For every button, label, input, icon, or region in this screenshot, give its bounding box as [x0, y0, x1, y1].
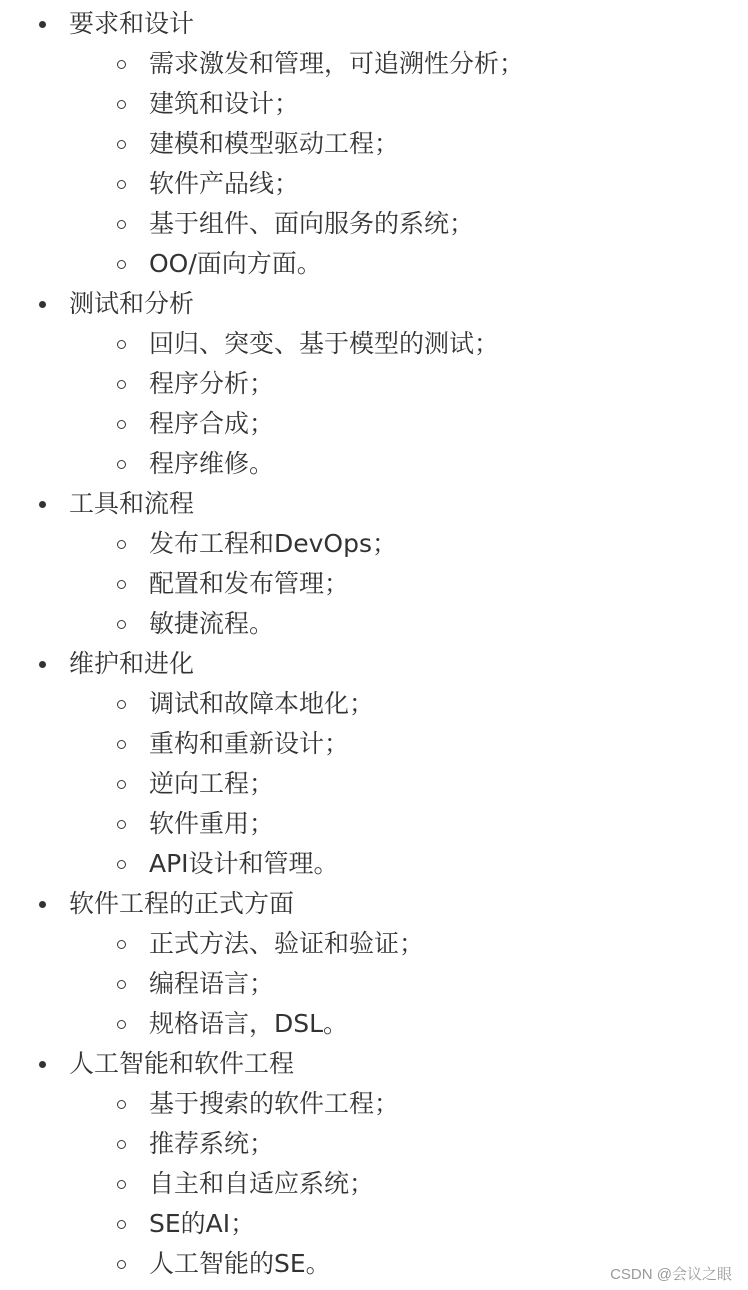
topic-row [0, 644, 748, 684]
bullet-circle-icon [117, 100, 126, 109]
bullet-circle-icon [117, 260, 126, 269]
subtopic-item [0, 1004, 748, 1044]
subtopic-text: 程序维修。 [149, 449, 275, 478]
bullet-circle-icon [117, 1220, 126, 1229]
subtopic-list [0, 324, 748, 484]
subtopic-text: 规格语言，DSL。 [149, 1009, 349, 1038]
subtopic-text: 推荐系统； [149, 1129, 275, 1158]
bullet-circle-icon [117, 860, 126, 869]
subtopic-item [0, 44, 748, 84]
topic-heading: 软件工程的正式方面 [69, 889, 295, 918]
subtopic-text: 编程语言； [149, 969, 275, 998]
bullet-circle-icon [117, 1260, 126, 1269]
subtopic-text: 调试和故障本地化； [149, 689, 375, 718]
topic-row [0, 484, 748, 524]
subtopic-text: 配置和发布管理； [149, 569, 350, 598]
document-body [0, 4, 748, 1284]
bullet-circle-icon [117, 620, 126, 629]
subtopic-list [0, 1084, 748, 1284]
subtopic-text: 逆向工程； [149, 769, 275, 798]
bullet-circle-icon [117, 740, 126, 749]
watermark: CSDN @会议之眼 [610, 1266, 732, 1283]
subtopic-text: 需求激发和管理，可追溯性分析； [149, 49, 525, 78]
subtopic-item [0, 764, 748, 804]
bullet-circle-icon [117, 1180, 126, 1189]
subtopic-list [0, 524, 748, 644]
bullet-circle-icon [117, 940, 126, 949]
topic-item [0, 644, 748, 884]
subtopic-item [0, 844, 748, 884]
subtopic-text: 回归、突变、基于模型的测试； [149, 329, 500, 358]
subtopic-item [0, 364, 748, 404]
topic-item [0, 4, 748, 284]
subtopic-text: SE的AI； [149, 1209, 256, 1238]
subtopic-list [0, 44, 748, 284]
subtopic-item [0, 964, 748, 1004]
subtopic-item [0, 564, 748, 604]
subtopic-text: 发布工程和DevOps； [149, 529, 397, 558]
subtopic-text: 程序分析； [149, 369, 275, 398]
subtopic-item [0, 324, 748, 364]
topic-row [0, 284, 748, 324]
topic-row [0, 1044, 748, 1084]
topic-heading: 工具和流程 [69, 489, 195, 518]
bullet-circle-icon [117, 700, 126, 709]
subtopic-item [0, 1204, 748, 1244]
bullet-circle-icon [117, 340, 126, 349]
bullet-circle-icon [117, 780, 126, 789]
topic-outline [0, 4, 748, 1284]
bullet-circle-icon [117, 540, 126, 549]
topic-heading: 要求和设计 [69, 9, 195, 38]
subtopic-text: 重构和重新设计； [149, 729, 350, 758]
subtopic-text: 人工智能的SE。 [149, 1249, 331, 1278]
bullet-disc-icon [39, 661, 46, 668]
subtopic-text: 基于组件、面向服务的系统； [149, 209, 475, 238]
topic-heading: 测试和分析 [69, 289, 195, 318]
subtopic-item [0, 84, 748, 124]
subtopic-text: OO/面向方面。 [149, 249, 322, 278]
subtopic-text: 软件产品线； [149, 169, 300, 198]
bullet-circle-icon [117, 140, 126, 149]
subtopic-item [0, 924, 748, 964]
topic-row [0, 884, 748, 924]
subtopic-text: 软件重用； [149, 809, 275, 838]
subtopic-item [0, 124, 748, 164]
bullet-disc-icon [39, 301, 46, 308]
subtopic-text: 建模和模型驱动工程； [149, 129, 400, 158]
topic-row [0, 4, 748, 44]
bullet-circle-icon [117, 60, 126, 69]
topic-item [0, 884, 748, 1044]
subtopic-item [0, 1164, 748, 1204]
bullet-disc-icon [39, 1061, 46, 1068]
topic-item [0, 1044, 748, 1284]
subtopic-item [0, 404, 748, 444]
subtopic-item [0, 1084, 748, 1124]
subtopic-item [0, 604, 748, 644]
subtopic-text: 自主和自适应系统； [149, 1169, 375, 1198]
bullet-circle-icon [117, 220, 126, 229]
subtopic-list [0, 684, 748, 884]
subtopic-text: 基于搜索的软件工程； [149, 1089, 400, 1118]
bullet-circle-icon [117, 380, 126, 389]
subtopic-item [0, 524, 748, 564]
bullet-circle-icon [117, 180, 126, 189]
bullet-disc-icon [39, 501, 46, 508]
bullet-circle-icon [117, 980, 126, 989]
bullet-disc-icon [39, 21, 46, 28]
topic-item [0, 484, 748, 644]
subtopic-item [0, 1124, 748, 1164]
bullet-circle-icon [117, 420, 126, 429]
bullet-circle-icon [117, 1020, 126, 1029]
bullet-disc-icon [39, 901, 46, 908]
bullet-circle-icon [117, 820, 126, 829]
subtopic-text: 敏捷流程。 [149, 609, 275, 638]
subtopic-item [0, 164, 748, 204]
bullet-circle-icon [117, 460, 126, 469]
subtopic-text: 建筑和设计； [149, 89, 300, 118]
topic-item [0, 284, 748, 484]
subtopic-list [0, 924, 748, 1044]
topic-heading: 维护和进化 [69, 649, 195, 678]
bullet-circle-icon [117, 1100, 126, 1109]
bullet-circle-icon [117, 580, 126, 589]
subtopic-item [0, 684, 748, 724]
subtopic-item [0, 724, 748, 764]
subtopic-text: API设计和管理。 [149, 849, 339, 878]
subtopic-item [0, 244, 748, 284]
subtopic-item [0, 204, 748, 244]
subtopic-text: 正式方法、验证和验证； [149, 929, 425, 958]
subtopic-text: 程序合成； [149, 409, 275, 438]
topic-heading: 人工智能和软件工程 [69, 1049, 295, 1078]
subtopic-item [0, 444, 748, 484]
subtopic-item [0, 804, 748, 844]
bullet-circle-icon [117, 1140, 126, 1149]
